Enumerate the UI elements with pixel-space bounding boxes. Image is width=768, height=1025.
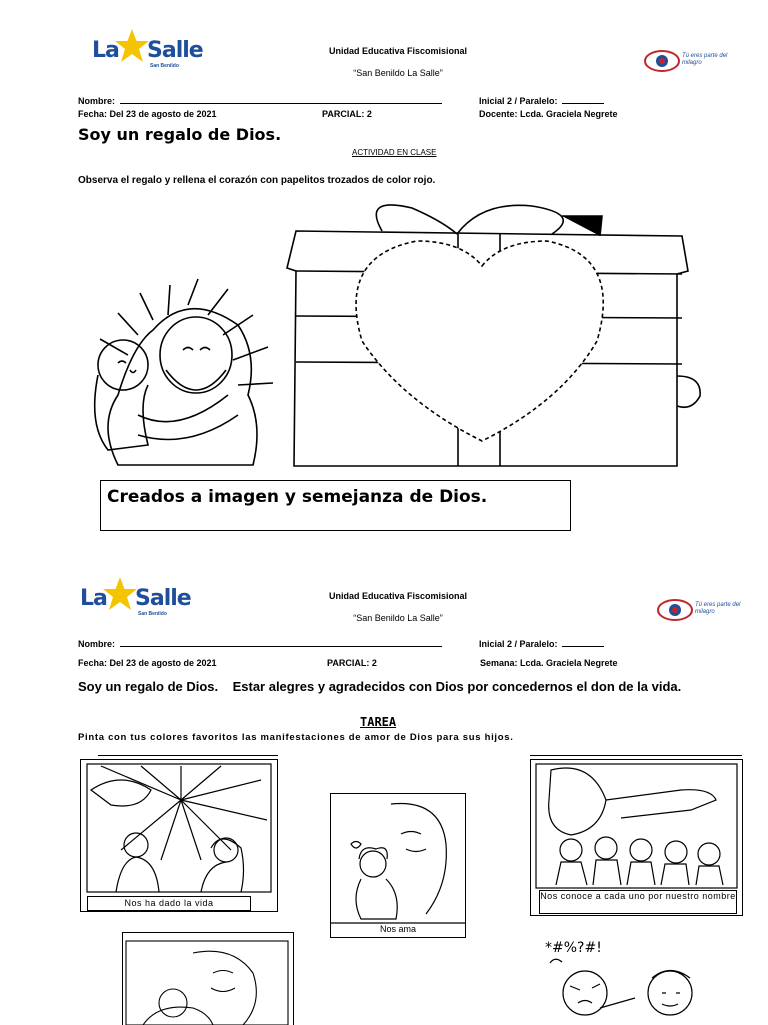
caption-box-text: Creados a imagen y semejanza de Dios. xyxy=(107,487,488,507)
picture-children xyxy=(540,938,720,1024)
eye-icon xyxy=(657,599,693,621)
top-rule-right xyxy=(530,755,742,756)
instruction-text: Observa el regalo y rellena el corazón con papelitos trozados de color rojo. xyxy=(78,175,436,186)
page-title-2: Soy un regalo de Dios. Estar alegres y agradecidos con Dios por concedernos el don de la vida. xyxy=(78,679,682,694)
school-type: Unidad Educativa Fiscomisional xyxy=(328,46,468,56)
grade-blank[interactable] xyxy=(562,646,604,647)
la-salle-logo: La Salle San Benildo xyxy=(92,34,207,74)
la-salle-logo-2: La Salle San Benildo xyxy=(80,582,195,622)
teacher-text: Docente: Lcda. Graciela Negrete xyxy=(479,109,618,119)
logo-subtitle: San Benildo xyxy=(150,63,179,69)
name-field-2 xyxy=(78,639,442,649)
parcial-text: PARCIAL: 2 xyxy=(322,109,372,119)
hold-drawing xyxy=(123,933,293,1025)
star-icon xyxy=(102,576,138,612)
school-type-2: Unidad Educativa Fiscomisional xyxy=(328,591,468,601)
picture-creation xyxy=(80,759,278,912)
picture-names xyxy=(530,759,743,916)
name-label: Nombre: xyxy=(78,96,116,106)
grade-blank[interactable] xyxy=(562,103,604,104)
campaign-logo-2 xyxy=(657,599,747,623)
campaign-tagline: Tú eres parte del milagro xyxy=(682,53,728,66)
caption-names: Nos conoce a cada uno por nuestro nombre xyxy=(539,890,737,914)
jesus-hug-illustration xyxy=(78,275,303,470)
school-name: “San Benildo La Salle” xyxy=(353,68,443,78)
name-blank[interactable] xyxy=(120,103,442,104)
activity-heading: ACTIVIDAD EN CLASE xyxy=(352,148,437,157)
name-blank[interactable] xyxy=(120,646,442,647)
logo-subtitle: San Benildo xyxy=(138,611,167,617)
caption-box xyxy=(100,480,571,531)
grade-label: Inicial 2 / Paralelo: xyxy=(479,639,558,649)
date-text: Fecha: Del 23 de agosto de 2021 xyxy=(78,109,217,119)
campaign-tagline: Tú eres parte del milagro xyxy=(695,602,741,615)
week-text: Semana: Lcda. Graciela Negrete xyxy=(480,658,618,668)
creation-drawing xyxy=(81,760,277,911)
name-field xyxy=(78,96,442,106)
eye-icon xyxy=(644,50,680,72)
caption-life: Nos ha dado la vida xyxy=(87,896,251,911)
homework-instruction: Pinta con tus colores favoritos las manifestaciones de amor de Dios para sus hijos. xyxy=(78,732,514,743)
date-text-2: Fecha: Del 23 de agosto de 2021 xyxy=(78,658,217,668)
children-drawing xyxy=(540,938,720,1024)
school-name-2: “San Benildo La Salle” xyxy=(353,613,443,623)
svg-text:*#%?#!: *#%?#! xyxy=(545,940,602,956)
top-rule xyxy=(98,755,278,756)
picture-love xyxy=(330,793,466,938)
page-title: Soy un regalo de Dios. xyxy=(78,125,282,144)
homework-heading: TAREA xyxy=(360,715,397,729)
love-drawing xyxy=(331,794,465,937)
parcial-text-2: PARCIAL: 2 xyxy=(327,658,377,668)
gift-box-illustration xyxy=(282,196,702,471)
caption-love: Nos ama xyxy=(379,924,416,934)
grade-field xyxy=(479,96,604,106)
name-label: Nombre: xyxy=(78,639,116,649)
picture-hold xyxy=(122,932,294,1025)
campaign-logo xyxy=(644,50,734,74)
grade-label: Inicial 2 / Paralelo: xyxy=(479,96,558,106)
grade-field-2 xyxy=(479,639,604,649)
star-icon xyxy=(114,28,150,64)
